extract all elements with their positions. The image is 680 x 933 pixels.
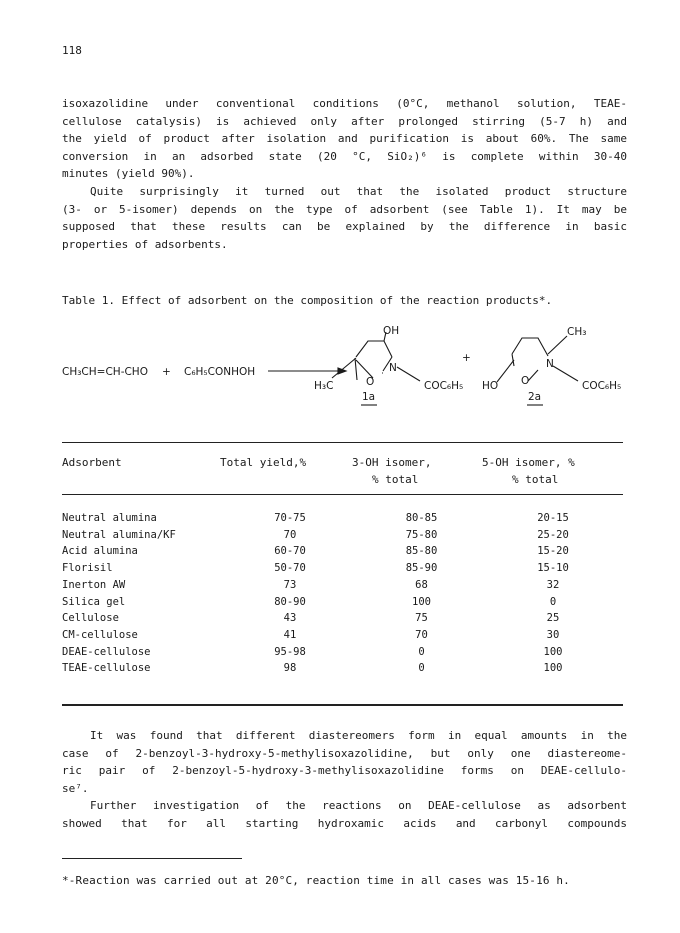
cell-5oh: 15-10	[537, 562, 569, 575]
text-line: cellulose catalysis) is achieved only after prolonged stirring (5-7 h) and	[62, 114, 627, 128]
ring-1a	[355, 341, 392, 380]
reactant-hydroxamic-acid: C₆H₅CONHOH	[184, 366, 256, 378]
text-line: case of 2-benzoyl-3-hydroxy-5-methylisoxazolidine, but only one diastereome-	[62, 746, 627, 760]
cell-3oh: 85-80	[405, 545, 438, 558]
cell-yield: 73	[283, 578, 297, 591]
cell-5oh: 15-20	[537, 545, 569, 558]
cell-yield: 43	[283, 612, 297, 625]
cell-adsorbent: Florisil	[62, 562, 113, 575]
table-row	[62, 527, 623, 544]
text-line: Further investigation of the reactions on DEAE-cellulose as adsorbent	[90, 799, 627, 812]
header-3oh-isomer: 3-OH isomer,	[352, 456, 432, 469]
table-row	[62, 660, 623, 677]
reactant-aldehyde: CH₃CH=CH-CHO	[62, 366, 148, 378]
text-line: conversion in an adsorbed state (20 °C, SiO₂)⁶ is complete within 30-40	[62, 149, 627, 163]
p1-o: O	[366, 376, 375, 388]
cell-yield: 60-70	[274, 545, 306, 558]
table-row	[62, 560, 623, 577]
cell-5oh: 25	[546, 612, 560, 625]
cell-5oh: 30	[546, 628, 560, 641]
cell-3oh: 0	[418, 662, 425, 675]
scheme-structures	[0, 0, 680, 420]
cell-adsorbent: DEAE-cellulose	[62, 645, 151, 658]
cell-adsorbent: Neutral alumina/KF	[62, 528, 176, 541]
table-row	[62, 594, 623, 611]
cell-3oh: 75	[415, 612, 428, 625]
text-line: isoxazolidine under conventional conditions (0°C, methanol solution, TEAE-	[62, 97, 627, 110]
cell-3oh: 100	[412, 595, 431, 608]
paragraph-diastereomers	[62, 727, 627, 797]
p2-ho: HO	[482, 380, 499, 392]
page-number: 118	[62, 44, 82, 57]
bond-ho	[497, 360, 514, 382]
cell-adsorbent: Acid alumina	[62, 545, 138, 558]
p1-oh: OH	[383, 325, 400, 337]
footnote-rule	[62, 858, 242, 859]
text-line: se⁷.	[62, 781, 89, 795]
text-line: ric pair of 2-benzoyl-5-hydroxy-3-methylisoxazolidine forms on DEAE-cellulo-	[62, 764, 627, 778]
table-top-rule	[62, 442, 623, 443]
bond-ch3	[548, 336, 567, 354]
cell-5oh: 25-20	[537, 528, 569, 541]
cell-yield: 70-75	[274, 512, 306, 524]
cell-yield: 50-70	[274, 562, 306, 575]
header-adsorbent: Adsorbent	[62, 456, 122, 469]
header-3oh-unit: % total	[372, 473, 419, 486]
text-line: showed that for all starting hydroxamic acids and carbonyl compounds	[62, 816, 627, 830]
header-5oh-unit: % total	[512, 473, 559, 486]
text-line: Quite surprisingly it turned out that the isolated product structure	[90, 185, 627, 198]
p1-h3c: H₃C	[314, 380, 334, 392]
p1-coc6h5: COC₆H₅	[424, 380, 464, 392]
bond-n-acyl	[397, 367, 420, 381]
table-row	[62, 577, 623, 594]
ring-2a	[512, 338, 548, 381]
cell-adsorbent: Cellulose	[62, 612, 119, 625]
cell-3oh: 70	[415, 628, 428, 641]
p2-coc6h5: COC₆H₅	[582, 380, 622, 392]
plus-sign: +	[162, 366, 171, 378]
text-line: minutes (yield 90%).	[62, 167, 195, 181]
cell-5oh: 100	[543, 645, 563, 658]
cell-adsorbent: TEAE-cellulose	[62, 662, 151, 675]
header-5oh-isomer: 5-OH isomer, %	[482, 456, 575, 469]
cell-adsorbent: Silica gel	[62, 595, 126, 608]
bond-methyl	[332, 358, 356, 378]
cell-adsorbent: Neutral alumina	[62, 512, 157, 524]
cell-yield: 80-90	[274, 595, 306, 608]
cell-adsorbent: Inerton AW	[62, 578, 126, 591]
cell-yield: 98	[283, 662, 297, 675]
p2-n: N	[546, 358, 554, 370]
text-line: It was found that different diastereomers form in equal amounts in the	[90, 729, 627, 742]
table-caption: Table 1. Effect of adsorbent on the composition of the reaction products*.	[62, 294, 553, 307]
p1-n: N	[389, 362, 397, 374]
p1-label: 1a	[362, 391, 376, 403]
cell-5oh: 20-15	[537, 512, 569, 524]
adsorbent-table	[62, 510, 623, 677]
text-line: (3- or 5-isomer) depends on the type of adsorbent (see Table 1). It may be	[62, 202, 627, 216]
table-row	[62, 610, 623, 627]
cell-yield: 41	[283, 628, 297, 641]
text-line: the yield of product after isolation and purification is about 60%. The same	[62, 132, 627, 146]
text-line: supposed that these results can be explained by the difference in basic	[62, 220, 627, 234]
cell-3oh: 85-90	[405, 562, 438, 575]
table-row	[62, 627, 623, 644]
bond-n-acyl	[553, 366, 578, 381]
p2-label: 2a	[528, 391, 542, 403]
text-line: properties of adsorbents.	[62, 237, 228, 251]
footnote: *-Reaction was carried out at 20°C, reaction time in all cases was 15-16 h.	[62, 874, 570, 887]
reaction-scheme	[0, 0, 680, 420]
table-row	[62, 510, 623, 527]
cell-5oh: 100	[543, 662, 563, 675]
table-row	[62, 543, 623, 560]
cell-yield: 95-98	[274, 645, 306, 658]
cell-yield: 70	[283, 528, 297, 541]
arrow-head	[338, 368, 346, 374]
plus-sign: +	[462, 352, 471, 364]
cell-3oh: 80-85	[405, 512, 438, 524]
cell-3oh: 68	[415, 578, 428, 591]
cell-adsorbent: CM-cellulose	[62, 628, 138, 641]
p2-o: O	[521, 375, 530, 387]
p2-ch3: CH₃	[567, 326, 587, 338]
paragraph-further	[62, 797, 627, 832]
cell-5oh: 0	[549, 595, 557, 608]
table-header-rule	[62, 494, 623, 495]
cell-5oh: 32	[546, 578, 560, 591]
cell-3oh: 0	[418, 645, 425, 658]
header-total-yield: Total yield,%	[220, 456, 307, 469]
table-row	[62, 644, 623, 661]
table-bottom-rule	[62, 704, 623, 706]
cell-3oh: 75-80	[405, 528, 438, 541]
